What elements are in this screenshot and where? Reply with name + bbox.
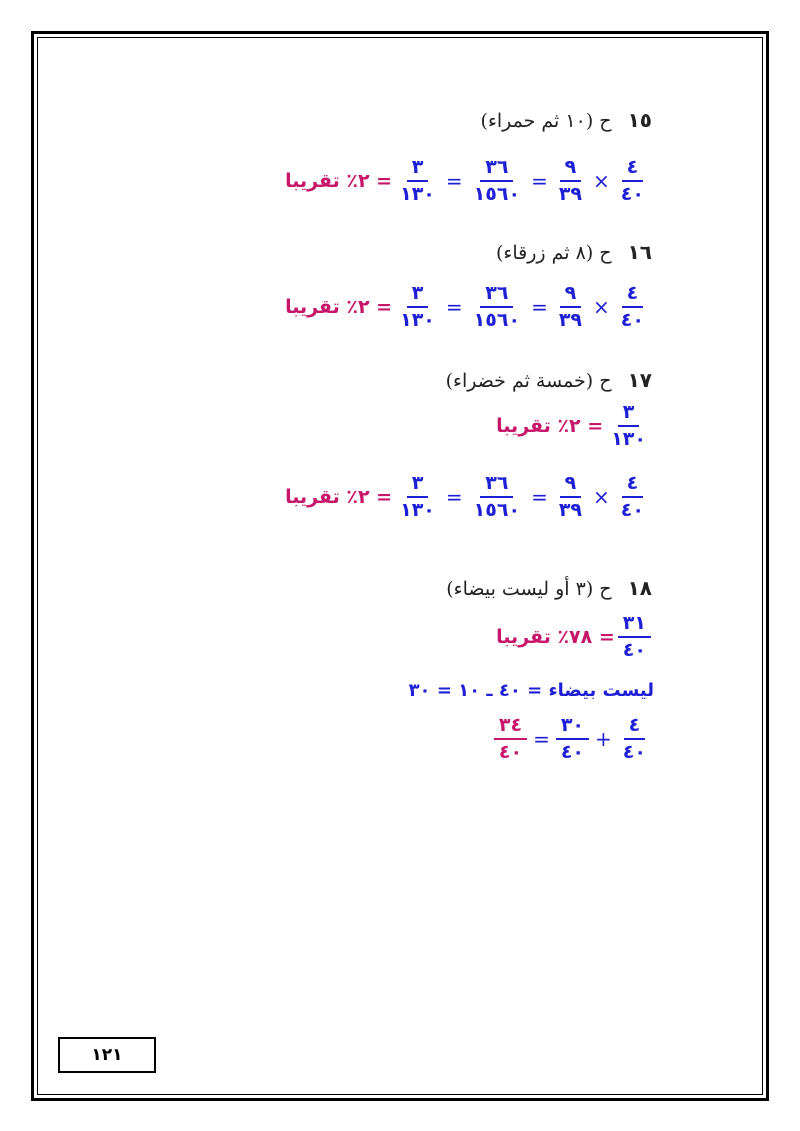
equation-row <box>490 403 654 449</box>
problem-text: ح (خمسة ثم خضراء) <box>445 370 612 392</box>
operator: × <box>593 295 610 319</box>
problem-number: ١٥ <box>627 108 652 132</box>
fraction: $\frac{٣}{١٣٠}$ <box>400 472 435 521</box>
fraction: $\frac{٣}{١٣٠}$ <box>400 282 435 331</box>
operator: = <box>445 295 463 319</box>
problem-18-heading <box>446 576 652 600</box>
problem-text: ح (٣ أو ليست بيضاء) <box>446 578 612 600</box>
operator: + <box>595 727 612 751</box>
problem-number: ١٧ <box>627 368 652 392</box>
problem-number: ١٦ <box>627 240 652 264</box>
equation-row <box>279 474 652 520</box>
result-text: = ٢٪ تقريبا <box>285 296 393 318</box>
problem-text: ح (٨ ثم زرقاء) <box>496 242 612 264</box>
fraction: $\frac{٣١}{٤٠}$ <box>618 614 651 660</box>
problem-17-heading <box>446 368 652 392</box>
equation-row <box>279 158 652 204</box>
fraction: $\frac{٣٦}{١٥٦٠}$ <box>473 156 521 205</box>
operator: × <box>593 485 610 509</box>
problem-number: ١٨ <box>627 576 652 600</box>
operator: = <box>533 727 550 751</box>
operator: = <box>531 295 548 319</box>
operator: = <box>531 485 548 509</box>
equation-row <box>491 716 654 762</box>
operator: = <box>445 485 463 509</box>
fraction: $\frac{٣٦}{١٥٦٠}$ <box>473 282 521 331</box>
result-text: = ٢٪ تقريبا <box>285 486 393 508</box>
fraction: $\frac{٤}{٤٠}$ <box>620 472 644 521</box>
fraction: $\frac{٩}{٣٩}$ <box>558 472 583 521</box>
operator: = <box>531 169 548 193</box>
equation-row <box>490 614 654 660</box>
fraction: $\frac{٣}{١٣٠}$ <box>611 401 646 450</box>
page-number-box <box>58 1037 156 1073</box>
not-white-line: ليست بيضاء = ٤٠ ـ ١٠ = ٣٠ <box>408 680 654 701</box>
operator: × <box>593 169 610 193</box>
result-text: = ٢٪ تقريبا <box>285 170 393 192</box>
result-text: = ٧٨٪ تقريبا <box>496 626 615 648</box>
fraction: $\frac{٣}{١٣٠}$ <box>400 156 435 205</box>
fraction: $\frac{٩}{٣٩}$ <box>558 282 583 331</box>
fraction: $\frac{٩}{٣٩}$ <box>558 156 583 205</box>
fraction: $\frac{٣٦}{١٥٦٠}$ <box>473 472 521 521</box>
page-number: ١٢١ <box>91 1045 123 1065</box>
fraction: $\frac{٤}{٤٠}$ <box>620 156 644 205</box>
fraction: $\frac{٤}{٤٠}$ <box>620 282 644 331</box>
fraction: $\frac{٤}{٤٠}$ <box>622 714 646 763</box>
fraction-answer: $\frac{٣٤}{٤٠}$ <box>494 716 527 762</box>
fraction: $\frac{٣٠}{٤٠}$ <box>556 716 589 762</box>
problem-text: ح (١٠ ثم حمراء) <box>480 110 612 132</box>
result-text: = ٢٪ تقريبا <box>496 415 604 437</box>
problem-16-heading <box>496 240 652 264</box>
operator: = <box>445 169 463 193</box>
equation-row <box>279 284 652 330</box>
problem-15-heading <box>481 108 652 132</box>
